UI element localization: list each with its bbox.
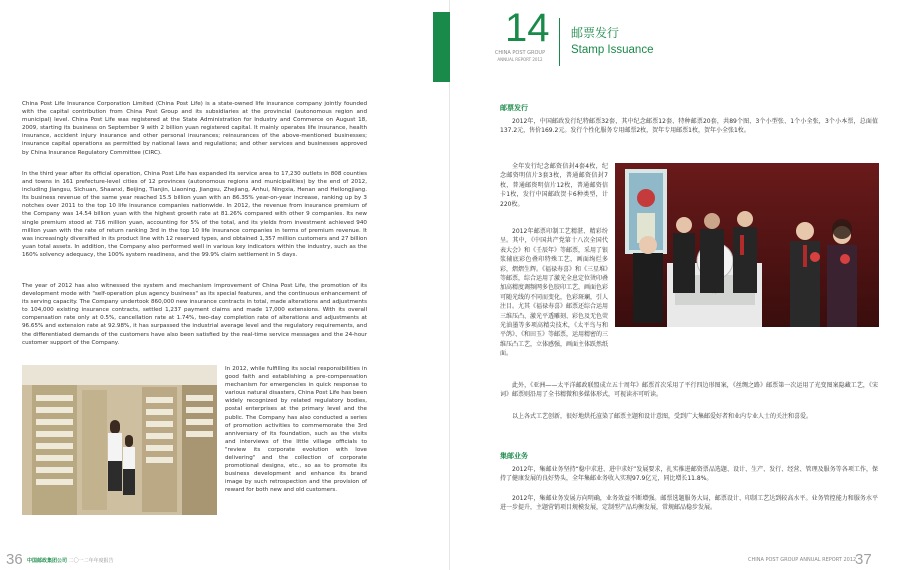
page-number-right: 37 <box>855 551 872 568</box>
philately-paragraph-1: 2012年，集邮业务坚持“稳中求进、进中求好”发展要求，扎实推进邮资票品选题、设计、生产、发行、经营、管理及服务等各项工作，保持了健康发展的良好势头，全年集邮业务收入实现97.9亿元，同比增长11.8%。 <box>500 466 878 483</box>
archive-room-photo <box>22 365 217 515</box>
section-title-stamp-issue: 邮票发行 <box>500 104 528 112</box>
chapter-accent-block <box>433 12 450 82</box>
philately-paragraph-2: 2012年，集邮业务发展方向明确，业务效益不断增强。邮票选题服务大局，邮票设计、印制工艺达到较高水平。业务管控能力和服务水平进一步提升，主题营销项目规模发展，定制型产品均衡发展，常规邮品稳步发展。 <box>500 495 878 512</box>
service-paragraph: In the third year after its official operation, China Post Life has expanded its service area to 17,230 outlets in 808 counties and towns in 161 prefecture-level cities of 12 provinces (autonomous regions and municipalities) by the end of 2012, including Jiangsu, Sichuan, Shaanxi, Beijing, Tianjin, Liaoning, Jiangsu, Zhejiang, Anhui, Ningxia, Henan and Heilongjiang. Its business revenue of the same year reached 15.5 billion yuan with an 86.35% year-on-year increase, ranking up by 3 notches over 2011 to the top 10 life insurance companies nationwide. In 2012, the revenue from insurance premium of the Company was 14.54 billion yuan with the highest growth rate at 81.26% compared with other 9 companies. Its new single premium stood at 716 million yuan, accounting for 5% of the total, and its yields from investment achieved 940 million yuan with the rate of return ranking 3rd in the top 10 life insurance companies in terms of premium revenue. It was increasingly diversified in its product line with 12 reserved types, and obtained 1,357 million customers and 27 billion yuan total assets. In addition, the Company also performed well in various key indicators within the industry, such as the 160% solvency adequacy, the 100% system readiness, and the 99.9% claim settlement in 5 days. <box>22 171 367 258</box>
stamp-launch-ceremony-photo <box>615 163 879 327</box>
footer-label-left: 中国邮政集团公司 二〇一二年年度报告 <box>27 558 114 564</box>
section-title-philately: 集邮业务 <box>500 452 528 460</box>
stamp-issue-paragraph-1: 2012年，中国邮政发行纪特邮票32套，其中纪念邮票12套、特种邮票20套，共89个图、3个小型张、1个小全张，3个小本票，总面值137.2元，售价169.2元。发行个性化服务专用邮票2枚，贺年专用邮票1枚，贺年小全张1枚。 <box>500 118 878 135</box>
intro-paragraph: China Post Life Insurance Corporation Limited (China Post Life) is a state-owned life insurance company jointly founded with the capital contribution from China Post Group and its subsidiaries at the provincial (autonomous region and municipal) level. China Post Life was registered at the State Administration for Industry and Commerce on August 18, 2009, starting its business on September 9 with 2 billion yuan registered capital. It mainly operates life insurance, health insurance, accident injury insurance and other personal insurances; reinsurances of the above-mentioned businesses; insurance capital operations as permitted by national laws and regulations; and other services and businesses approved by China Insurance Regulatory Committee (CIRC). <box>22 101 367 156</box>
stamp-issue-paragraph-3-lead: 2012年邮票印制工艺精湛、精彩纷呈。其中，《中国共产党第十八次全国代表大会》和《壬辰年》等邮票，采用了银浆辅底彩色叠印特殊工艺，画面绚烂多彩，熠熠生辉。《福禄寿喜》和《三星堆》等邮票，综合运用了激光全息定位烫印叠加高精度调频网多色胶印工艺，画面色彩可随光线的不同而变化，色彩斑斓，引人注目。尤其《福禄寿喜》邮票还综合运用三维压凸、激光平透雕刻、彩色及无色荧光油墨等多项高精尖技术，《太平鸟与和平鸽》、《和田玉》等邮票，运用精密的三维压凸工艺，立体感强，画面主体跃然纸面。 <box>500 228 609 358</box>
stamp-issue-paragraph-4: 此外，《亚洲——太平洋邮政联盟成立五十周年》邮票首次采用了平行四边形图案，《丝绸之路》邮票第一次运用了光变图案隐藏工艺，《宋词》邮票则沿用了全书精微和多媒体形式，可视读亦可听读。 <box>500 382 878 399</box>
chapter-org-name: CHINA POST GROUP <box>494 50 546 56</box>
stamp-issue-paragraph-2: 全年发行纪念邮资信封4套4枚，纪念邮资明信片3套3枚，普通邮资信封7枚，普通邮资明信片12枚，普通邮资信卡1枚，发行中国邮政贺卡6种类型，计220枚。 <box>500 163 608 208</box>
chapter-report-name: ANNUAL REPORT 2012 <box>497 57 543 62</box>
system-paragraph: The year of 2012 has also witnessed the system and mechanism improvement of China Post Life, the promotion of its development mode with "self-operation plus agency business" as its special features, and the continuous enhancement of its serving capacity. The Company undertook 860,000 new insurance contracts in total, made alterations and adjustments to 104,000 existing insurance contracts, settled 1,237 payment claims and made 17,000 extensions. With its overall compensation rate only at 0.5%, cancellation rate at 1.74%, two-day completion rate of alterations and adjustments at 96.65% and extension rate at 92.98%, it has surpassed the industrial average level and the regulatory requirements, and the differentiated demands of the customers have also been satisfied by the real-time service messages and the 24-hour customer support of the Company. <box>22 283 367 346</box>
social-responsibility-paragraph: In 2012, while fulfilling its social responsibilities in good faith and establishing a pre-compensation mechanism for emergencies in quick response to various natural disasters, China Post Life has been widely recognized by related regulatory bodies, postal enterprises at the primary level and the public. The Company has also conducted a series of promotion activities to commemorate the 3rd anniversary of its foundation, such as the visits and interviews of the little village officials to "review its corporate evolution with love delivering" and the collection of corporate promotional designs, etc., so as to promote its business development and enhance its brand image by such retrospection and the provision of reward for both new and old customers. <box>225 366 367 494</box>
stamp-issue-paragraph-5: 以上各式工艺创新，很好地烘托渲染了邮票主题和设计意图，受到广大集邮爱好者和业内专业人士的关注和喜爱。 <box>512 413 813 420</box>
chapter-title-cn: 邮票发行 <box>571 26 620 40</box>
footer-label-right: CHINA POST GROUP ANNUAL REPORT 2012 <box>748 557 857 563</box>
chapter-title-en: Stamp Issuance <box>571 44 654 56</box>
page-number-left: 36 <box>6 551 23 568</box>
chapter-divider <box>559 18 560 66</box>
chapter-number: 14 <box>505 6 550 50</box>
